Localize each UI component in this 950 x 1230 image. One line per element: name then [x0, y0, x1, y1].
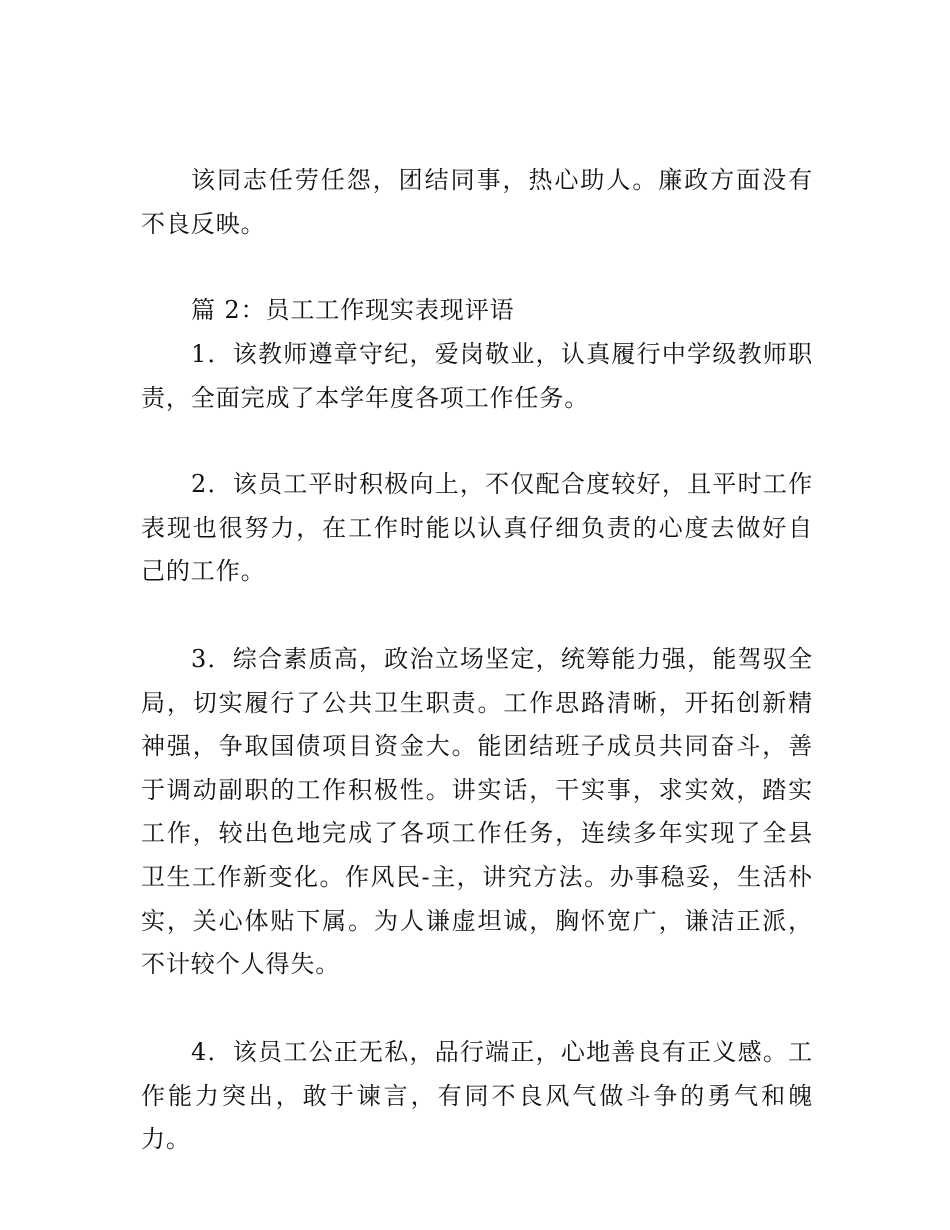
- comment-item-4: 4．该员工公正无私，品行端正，心地善良有正义感。工作能力突出，敢于谏言，有同不良风气做斗争的勇气和魄力。: [141, 1038, 813, 1154]
- section-heading: 篇 2：员工工作现实表现评语: [191, 296, 515, 324]
- paragraph-integrity-remark: 该同志任劳任怨，团结同事，热心助人。廉政方面没有不良反映。: [141, 166, 813, 238]
- comment-item-3: 3．综合素质高，政治立场坚定，统筹能力强，能驾驭全局，切实履行了公共卫生职责。工作思路清晰，开拓创新精神强，争取国债项目资金大。能团结班子成员共同奋斗，善于调动副职的工作积极性。讲实话，干实事，求实效，踏实工作，较出色地完成了各项工作任务，连续多年实现了全县卫生工作新变化。作风民-主，讲究方法。办事稳妥，生活朴实，关心体贴下属。为人谦虚坦诚，胸怀宽广，谦洁正派，不计较个人得失。: [141, 645, 813, 979]
- comment-item-2: 2．该员工平时积极向上，不仅配合度较好，且平时工作表现也很努力，在工作时能以认真仔细负责的心度去做好自己的工作。: [141, 470, 813, 586]
- comment-item-1: 1．该教师遵章守纪，爱岗敬业，认真履行中学级教师职责，全面完成了本学年度各项工作任务。: [141, 340, 813, 412]
